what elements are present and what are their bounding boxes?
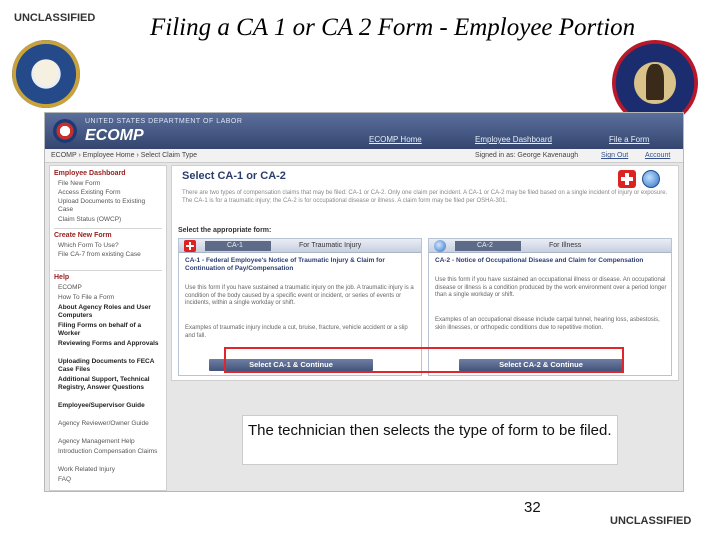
sidebar-item[interactable]: Upload Documents to Existing Case (58, 198, 146, 213)
ca1-description: Use this form if you have sustained a traumatic injury on the job. A traumatic injury is a condition of the body caused by a specific event or incident, or series of events or incidents, within a single workday or shift. (185, 285, 414, 306)
ca1-title: CA-1 - Federal Employee's Notice of Traumatic Injury & Claim for Continuation of Pay/Compensation (185, 257, 385, 272)
sign-out-link[interactable]: Sign Out (601, 152, 629, 159)
ca2-panel-bar (429, 239, 671, 253)
account-link[interactable]: Account (645, 152, 671, 159)
sidebar-item[interactable]: Reviewing Forms and Approvals (58, 340, 159, 347)
sidebar-item[interactable]: Filing Forms on behalf of a Worker (58, 322, 142, 337)
ca2-title: CA-2 - Notice of Occupational Disease and Claim for Compensation (435, 257, 644, 264)
nav-ecomp-home[interactable]: ECOMP Home (369, 135, 422, 144)
sidebar-item[interactable]: Claim Status (OWCP) (58, 216, 122, 223)
ca1-tab-description: For Traumatic Injury (299, 242, 362, 249)
sidebar-divider (54, 228, 162, 229)
agency-label: UNITED STATES DEPARTMENT OF LABOR (85, 118, 243, 125)
sidebar (49, 165, 167, 491)
sidebar-item[interactable]: Agency Management Help (58, 438, 135, 445)
page-title: Select CA-1 or CA-2 (182, 170, 286, 182)
sidebar-heading-help[interactable]: Help (54, 274, 70, 281)
breadcrumb: ECOMP › Employee Home › Select Claim Type (51, 152, 198, 159)
button-highlight-box (224, 347, 624, 373)
nav-employee-dashboard[interactable]: Employee Dashboard (475, 135, 552, 144)
sidebar-heading-create-new-form[interactable]: Create New Form (54, 232, 112, 239)
breadcrumb-bar (45, 149, 684, 163)
sidebar-divider (54, 270, 162, 271)
ca2-tab-description: For Illness (549, 242, 582, 249)
ca2-description: Use this form if you have sustained an occupational illness or disease. An occupational disease or illness is a condition produced by the work environment over a period longer than a single workday or shift. (435, 277, 667, 298)
sidebar-item[interactable]: Additional Support, Technical Registry, Answer Questions (58, 376, 150, 391)
dol-seal-icon (53, 119, 77, 143)
ca1-examples: Examples of traumatic injury include a cut, bruise, fracture, vehicle accident or a slip and fall. (185, 325, 408, 339)
sidebar-heading-dashboard[interactable]: Employee Dashboard (54, 170, 126, 177)
page-number: 32 (524, 499, 541, 516)
classification-bottom: UNCLASSIFIED (610, 515, 692, 527)
sidebar-item[interactable]: Agency Reviewer/Owner Guide (58, 420, 149, 427)
first-aid-icon (183, 239, 197, 253)
sidebar-item[interactable]: Access Existing Form (58, 189, 121, 196)
signed-in-user: Signed in as: George Kavenaugh (475, 152, 579, 159)
globe-icon (433, 239, 447, 253)
slide-title: Filing a CA 1 or CA 2 Form - Employee Portion (150, 14, 636, 41)
ecomp-header (45, 113, 684, 149)
sidebar-item[interactable]: How To File a Form (58, 294, 115, 301)
sidebar-item[interactable]: Employee/Supervisor Guide (58, 402, 145, 409)
globe-icon (642, 170, 660, 188)
ca2-examples: Examples of an occupational disease include carpal tunnel, hearing loss, asbestosis, skin illnesses, or orthopedic conditions due to repetitive motion. (435, 317, 660, 331)
sidebar-item[interactable]: FAQ (58, 476, 72, 483)
ca1-tab[interactable]: CA-1 (205, 241, 271, 251)
ca1-panel-bar (179, 239, 421, 253)
first-aid-icon (618, 170, 636, 188)
sidebar-item[interactable]: Introduction Compensation Claims (58, 448, 158, 455)
sidebar-item[interactable]: About Agency Roles and User Computers (58, 304, 151, 319)
select-form-label: Select the appropriate form: (178, 227, 272, 234)
sidebar-item[interactable]: Which Form To Use? (58, 242, 119, 249)
ecomp-logo: ECOMP (85, 127, 144, 144)
national-guard-bureau-seal (12, 40, 80, 108)
nav-file-a-form[interactable]: File a Form (609, 135, 650, 144)
sidebar-item[interactable]: Work Related Injury (58, 466, 115, 473)
classification-top: UNCLASSIFIED (14, 12, 96, 24)
ca2-tab[interactable]: CA-2 (455, 241, 521, 251)
sidebar-item[interactable]: File CA-7 from existing Case (58, 251, 141, 258)
sidebar-item[interactable]: ECOMP (58, 284, 82, 291)
intro-text: There are two types of compensation claims that may be filed: CA-1 or CA-2. Only one claim per incident. A CA-1 or CA-2 may be filed based on a single incident of injury or exposure. The CA-1 is for a traumatic injury; the CA-2 is for occupational disease or illness. A claim form may be filed per OSHA-301. (182, 190, 668, 204)
sidebar-item[interactable]: Uploading Documents to FECA Case Files (58, 358, 155, 373)
callout-text: The technician then selects the type of form to be filed. (242, 415, 618, 465)
sidebar-item[interactable]: File New Form (58, 180, 101, 187)
select-ca1-button[interactable]: Select CA-1 & Continue (209, 359, 373, 371)
select-ca2-button[interactable]: Select CA-2 & Continue (459, 359, 623, 371)
